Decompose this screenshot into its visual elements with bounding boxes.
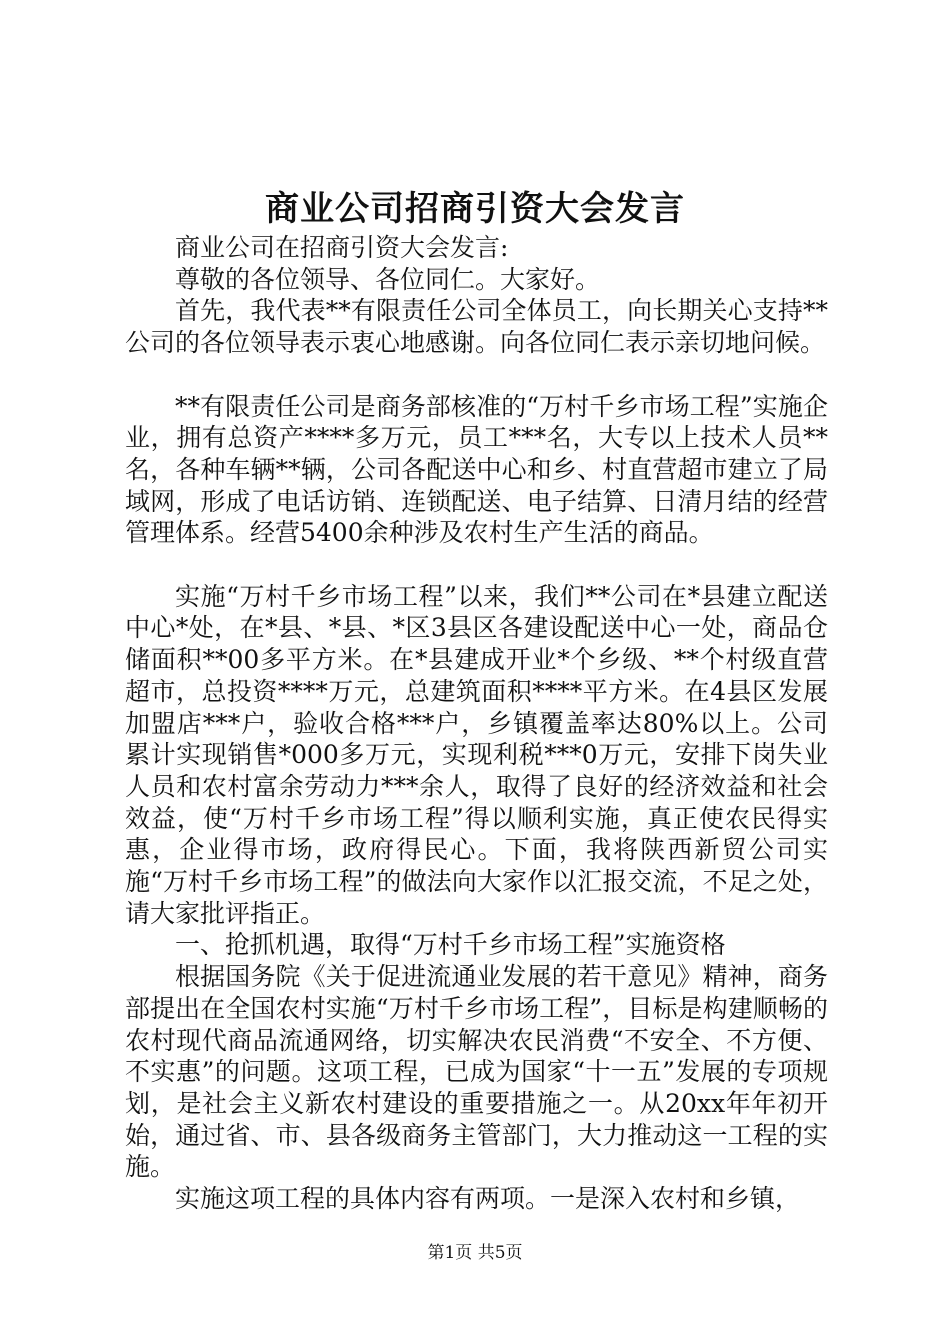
document-body	[125, 232, 828, 1215]
salutation-heading: 商业公司在招商引资大会发言:	[175, 233, 509, 262]
section-heading-1: 一、抢抓机遇，取得“万村千乡市场工程”实施资格	[175, 930, 726, 960]
achievements-paragraph: 实施“万村千乡市场工程”以来，我们**公司在*县建立配送中心*处，在*县、*县、*区3县区各建设配送中心一处，商品仓储面积**00多平方米。在*县建成开业*个乡级、**个村级直营超市，总投资****万元，总建筑面积****平方米。在4县区发展加盟店***户，验收合格***户，乡镇覆盖率达80%以上。公司累计实现销售*000多万元，实现利税***0万元，安排下岗失业人员和农村富余劳动力***余人，取得了良好的经济效益和社会效益，使“万村千乡市场工程”得以顺利实施，真正使农民得实惠，企业得市场，政府得民心。下面，我将陕西新贸公司实施“万村千乡市场工程”的做法向大家作以汇报交流，不足之处，请大家批评指正。	[125, 581, 828, 928]
document-title: 商业公司招商引资大会发言	[265, 189, 685, 229]
policy-background-paragraph: 根据国务院《关于促进流通业发展的若干意见》精神，商务部提出在全国农村实施“万村千乡市场工程”，目标是构建顺畅的农村现代商品流通网络，切实解决农民消费“不安全、不方便、不实惠”的问题。这项工程，已成为国家“十一五”发展的专项规划，是社会主义新农村建设的重要措施之一。从20xx年年初开始，通过省、市、县各级商务主管部门，大力推动这一工程的实施。	[125, 962, 828, 1182]
company-intro-paragraph: **有限责任公司是商务部核准的“万村千乡市场工程”实施企业，拥有总资产****多万元，员工***名，大专以上技术人员**名，各种车辆**辆，公司各配送中心和乡、村直营超市建立了局域网，形成了电话访销、连锁配送、电子结算、日清月结的经营管理体系。经营5400余种涉及农村生产生活的商品。	[125, 391, 828, 548]
greeting-paragraph: 尊敬的各位领导、各位同仁。大家好。	[175, 264, 601, 294]
page-footer: 第1页 共5页	[427, 1243, 523, 1263]
thanks-paragraph: 首先，我代表**有限责任公司全体员工，向长期关心支持**公司的各位领导表示衷心地感谢。向各位同仁表示亲切地问候。	[125, 296, 828, 358]
project-content-paragraph: 实施这项工程的具体内容有两项。一是深入农村和乡镇，	[175, 1184, 801, 1214]
